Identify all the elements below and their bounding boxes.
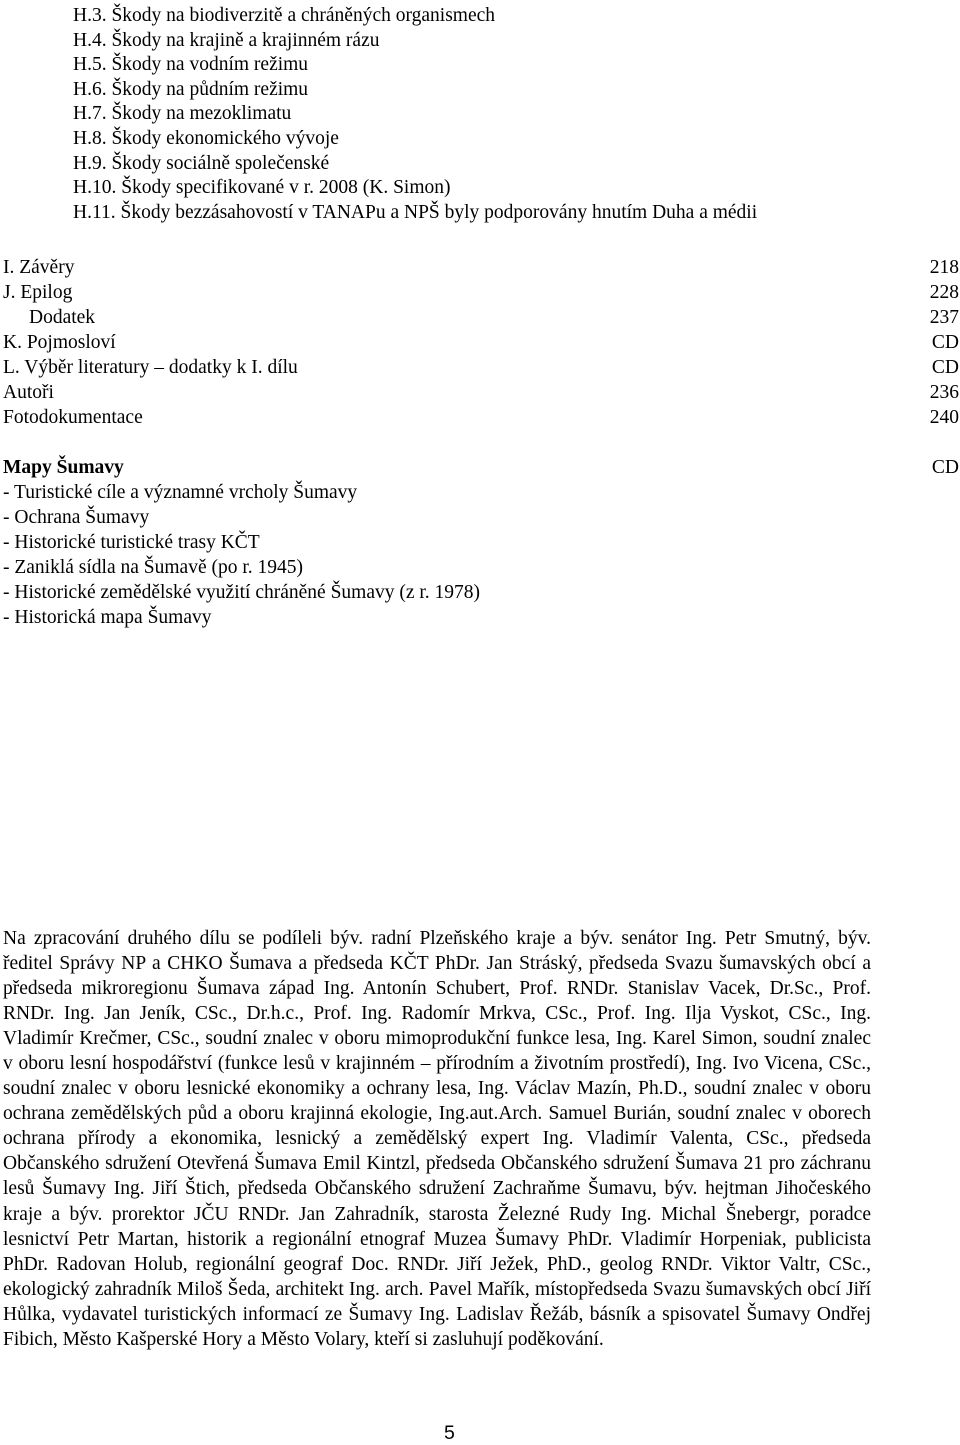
toc-subitem: H.5. Škody na vodním režimu: [73, 54, 309, 76]
toc-subitem: H.9. Škody sociálně společenské: [73, 152, 330, 174]
maps-page: CD: [931, 457, 959, 478]
toc-subitem: H.4. Škody na krajině a krajinném rázu: [73, 29, 380, 51]
toc-row: [3, 405, 959, 430]
toc-row: [3, 380, 959, 405]
toc-row: [3, 280, 959, 305]
maps-section: [3, 455, 959, 630]
toc-page: 228: [929, 282, 959, 303]
toc-page: 237: [929, 307, 959, 328]
maps-header: [3, 455, 959, 480]
toc-subitem: H.10. Škody specifikované v r. 2008 (K. Simon): [73, 177, 451, 199]
toc-page: CD: [931, 357, 959, 378]
toc-label: K. Pojmosloví: [3, 332, 116, 353]
toc-label: L. Výběr literatury – dodatky k I. dílu: [3, 357, 298, 378]
toc-subitems: [73, 4, 757, 225]
toc-subitem: H.11. Škody bezzásahovostí v TANAPu a NPŠ byly podporovány hnutím Duha a médii: [73, 201, 758, 223]
toc-subitem: H.3. Škody na biodiverzitě a chráněných organismech: [73, 5, 496, 26]
toc-page: CD: [931, 332, 959, 353]
toc-label: Dodatek: [29, 307, 96, 328]
map-item: - Ochrana Šumavy: [3, 507, 150, 528]
toc-label: J. Epilog: [3, 282, 73, 303]
toc-page: 240: [929, 407, 959, 428]
toc-row: [3, 255, 959, 280]
maps-list: [3, 480, 959, 630]
toc-label: Fotodokumentace: [3, 407, 143, 428]
toc-label: Autoři: [3, 382, 54, 403]
map-item: - Historické turistické trasy KČT: [3, 532, 260, 553]
map-item: - Historické zemědělské využití chráněné Šumavy (z r. 1978): [3, 582, 481, 603]
map-item: - Historická mapa Šumavy: [3, 607, 212, 628]
acknowledgements-paragraph: Na zpracování druhého dílu se podíleli býv. radní Plzeňského kraje a býv. senátor Ing. Petr Smutný, býv. ředitel Správy NP a CHKO Šumava a předseda KČT PhDr. Jan Stráský, předseda Svazu šumavských obcí a předseda mikroregionu Šumava západ Ing. Antonín Schubert, Prof. RNDr. Stanislav Vacek, Dr.Sc., Prof. RNDr. Ing. Jan Jeník, CSc., Dr.h.c., Prof. Ing. Radomír Mrkva, CSc., Prof. Ing. Ilja Vyskot, CSc., Ing. Vladimír Krečmer, CSc., soudní znalec v oboru mimoprodukční funkce lesa, Ing. Karel Simon, soudní znalec v oboru lesní hospodářství (funkce lesů v krajinném – přírodním a životním prostředí), Ing. Ivo Vicena, CSc., soudní znalec v oboru lesnické ekonomiky a ochrany lesa, Ing. Václav Mazín, Ph.D., soudní znalec v oboru ochrana zemědělských půd a oboru krajinná ekologie, Ing.aut.Arch. Samuel Burián, soudní znalec v oborech ochrana přírody a ekonomika, lesnický a zemědělský expert Ing. Vladimír Valenta, CSc., předseda Občanského sdružení Otevřená Šumava Emil Kintzl, předseda Občanského sdružení Šumava 21 pro záchranu lesů Šumavy Ing. Jiří Štich, předseda Občanského sdružení Zachraňme Šumavu, býv. hejtman Jihočeského kraje a býv. prorektor JČU RNDr. Jan Zahradník, starosta Železné Rudy Ing. Michal Šnebergr, poradce lesnictví Petr Martan, historik a regionální etnograf Muzea Šumavy PhDr. Vladimír Horpeniak, publicista PhDr. Radovan Holub, regionální geograf Doc. RNDr. Jiří Ježek, PhD., geolog RNDr. Viktor Valtr, CSc., ekologický zahradník Miloš Šeda, architekt Ing. arch. Pavel Mařík, místopředseda Svazu šumavských obcí Jiří Hůlka, vydavatel turistických informací ze Šumavy Ing. Ladislav Řežáb, básník a spisovatel Šumavy Ondřej Fibich, Město Kašperské Hory a Město Volary, kteří si zasluhují poděkování.: [3, 927, 871, 1350]
toc-row: [3, 305, 959, 330]
page-number: 5: [444, 1422, 455, 1444]
toc-subitem: H.8. Škody ekonomického vývoje: [73, 127, 339, 149]
toc-page: 236: [929, 382, 959, 403]
toc-label: I. Závěry: [3, 257, 75, 278]
toc-row: [3, 330, 959, 355]
toc-subitem: H.7. Škody na mezoklimatu: [73, 103, 292, 125]
map-item: - Turistické cíle a významné vrcholy Šumavy: [3, 482, 358, 503]
toc-row: [3, 355, 959, 380]
toc-subitem: H.6. Škody na půdním režimu: [73, 78, 309, 100]
map-item: - Zaniklá sídla na Šumavě (po r. 1945): [3, 557, 304, 578]
table-of-contents: [3, 255, 959, 430]
toc-page: 218: [929, 257, 959, 278]
maps-title: Mapy Šumavy: [3, 457, 124, 478]
